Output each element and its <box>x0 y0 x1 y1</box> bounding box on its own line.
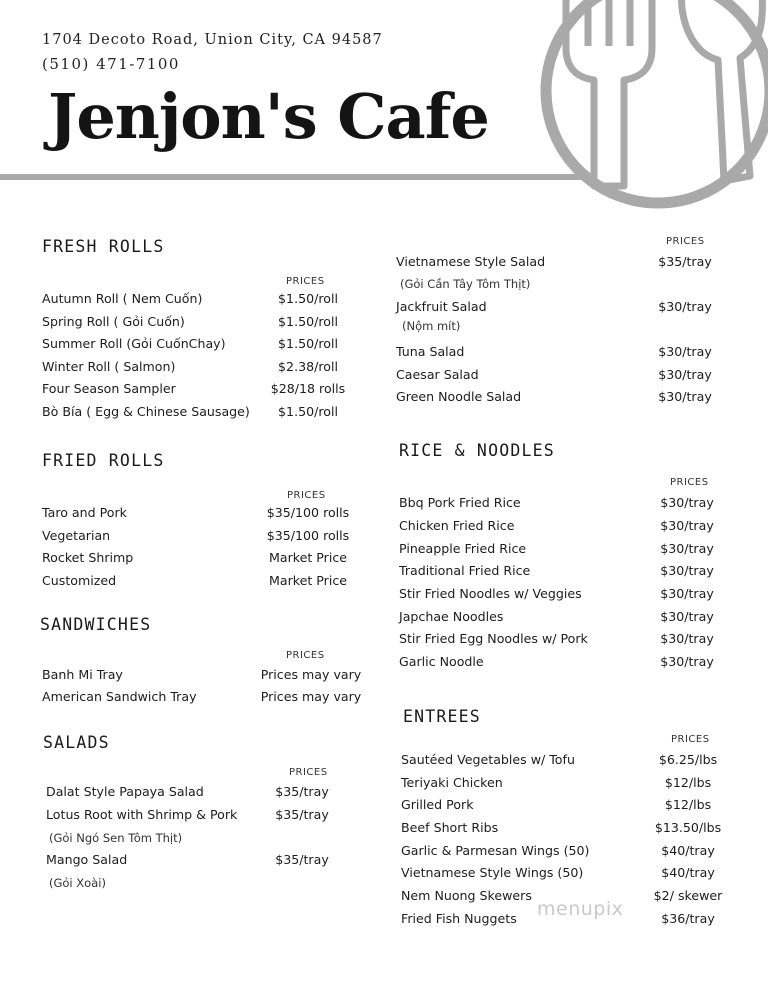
menu-item-name: Beef Short Ribs <box>401 820 499 835</box>
section-title-rice-noodles: RICE & NOODLES <box>399 441 555 460</box>
menu-item-price: $30/tray <box>660 563 714 578</box>
menu-item-price: $36/tray <box>661 911 715 926</box>
menu-item-name: Spring Roll ( Gỏi Cuốn) <box>42 314 185 329</box>
menu-item-subtitle: (Nộm mít) <box>402 319 461 333</box>
menu-item-name: Four Season Sampler <box>42 381 176 396</box>
menu-item-name: Vietnamese Style Salad <box>396 254 546 269</box>
header-divider <box>0 174 600 180</box>
menu-item-price: $30/tray <box>660 609 714 624</box>
prices-label: PRICES <box>670 477 709 488</box>
menu-item-price: $30/tray <box>658 299 712 314</box>
prices-label: PRICES <box>666 236 705 247</box>
menu-item-price: $1.50/roll <box>278 314 338 329</box>
menu-item-name: Nem Nuong Skewers <box>401 888 532 903</box>
menu-item-name: Green Noodle Salad <box>396 389 522 404</box>
menu-item-price: $2/ skewer <box>653 888 723 903</box>
prices-label: PRICES <box>289 767 328 778</box>
menu-item-name: Taro and Pork <box>42 505 127 520</box>
menu-item-price: $40/tray <box>661 843 715 858</box>
menu-item-name: Bbq Pork Fried Rice <box>399 495 521 510</box>
menu-item-price: $30/tray <box>660 518 714 533</box>
menu-item-name: Vegetarian <box>42 528 111 543</box>
page-title: Jenjon's Cafe <box>48 80 489 153</box>
prices-label: PRICES <box>287 490 326 501</box>
section-title-salads: SALADS <box>43 733 110 752</box>
menu-item-name: Customized <box>42 573 117 588</box>
menu-item-price: $35/tray <box>275 784 329 799</box>
prices-label: PRICES <box>286 650 325 661</box>
menu-item-price: $35/tray <box>275 807 329 822</box>
menu-item-name: Garlic Noodle <box>399 654 484 669</box>
menu-item-name: Chicken Fried Rice <box>399 518 515 533</box>
menu-item-name: Rocket Shrimp <box>42 550 134 565</box>
menu-item-name: Autumn Roll ( Nem Cuốn) <box>42 291 203 306</box>
menu-item-price: $30/tray <box>660 654 714 669</box>
menu-item-price: $12/lbs <box>664 775 712 790</box>
menu-item-name: Grilled Pork <box>401 797 474 812</box>
menu-item-price: $28/18 rolls <box>270 381 346 396</box>
menu-item-price: $1.50/roll <box>278 336 338 351</box>
menu-item-price: $2.38/roll <box>278 359 338 374</box>
menu-item-name: Mango Salad <box>46 852 128 867</box>
menu-item-price: $1.50/roll <box>278 404 338 419</box>
section-title-fried-rolls: FRIED ROLLS <box>42 451 165 470</box>
menu-item-name: Jackfruit Salad <box>396 299 487 314</box>
menu-item-price: $30/tray <box>658 389 712 404</box>
menu-item-price: $35/tray <box>275 852 329 867</box>
menu-item-name: American Sandwich Tray <box>42 689 197 704</box>
menu-item-name: Banh Mi Tray <box>42 667 123 682</box>
menu-item-name: Garlic & Parmesan Wings (50) <box>401 843 590 858</box>
menu-item-price: $13.50/lbs <box>654 820 722 835</box>
menu-item-price: $30/tray <box>660 495 714 510</box>
section-title-fresh-rolls: FRESH ROLLS <box>42 237 165 256</box>
menu-item-price: $30/tray <box>660 631 714 646</box>
prices-label: PRICES <box>286 276 325 287</box>
menu-item-name: Traditional Fried Rice <box>399 563 531 578</box>
menu-item-name: Tuna Salad <box>396 344 465 359</box>
menu-item-price: $30/tray <box>660 586 714 601</box>
phone-number[interactable]: (510) 471-7100 <box>42 55 180 73</box>
menu-item-name: Pineapple Fried Rice <box>399 541 527 556</box>
menu-item-name: Dalat Style Papaya Salad <box>46 784 204 799</box>
menu-item-price: $6.25/lbs <box>658 752 718 767</box>
menu-item-price: $35/tray <box>658 254 712 269</box>
menu-item-subtitle: (Gỏi Cần Tây Tôm Thịt) <box>400 277 531 291</box>
menu-item-name: Winter Roll ( Salmon) <box>42 359 176 374</box>
section-title-entrees: ENTREES <box>403 707 481 726</box>
menu-item-name: Vietnamese Style Wings (50) <box>401 865 584 880</box>
menu-item-price: $1.50/roll <box>278 291 338 306</box>
menu-item-price: $30/tray <box>658 344 712 359</box>
menu-item-price: $30/tray <box>660 541 714 556</box>
fork-spoon-icon <box>528 0 768 216</box>
menu-item-name: Stir Fried Noodles w/ Veggies <box>399 586 582 601</box>
menu-item-price: $35/100 rolls <box>266 528 350 543</box>
menu-item-name: Sautéed Vegetables w/ Tofu <box>401 752 575 767</box>
menu-item-name: Stir Fried Egg Noodles w/ Pork <box>399 631 588 646</box>
address: 1704 Decoto Road, Union City, CA 94587 <box>42 32 383 48</box>
section-title-sandwiches: SANDWICHES <box>40 615 152 634</box>
menu-item-name: Fried Fish Nuggets <box>401 911 517 926</box>
menu-item-price: $30/tray <box>658 367 712 382</box>
menu-item-name: Summer Roll (Gỏi CuốnChay) <box>42 336 226 351</box>
menu-item-name: Lotus Root with Shrimp & Pork <box>46 807 238 822</box>
menu-item-price: $35/100 rolls <box>266 505 350 520</box>
menu-item-subtitle: (Gỏi Xoài) <box>49 876 106 890</box>
menu-item-name: Teriyaki Chicken <box>401 775 503 790</box>
menu-item-price: Prices may vary <box>260 689 362 704</box>
menu-item-price: $40/tray <box>661 865 715 880</box>
menu-item-price: $12/lbs <box>664 797 712 812</box>
menu-item-subtitle: (Gỏi Ngó Sen Tôm Thịt) <box>49 831 183 845</box>
menu-item-price: Market Price <box>268 573 348 588</box>
menu-item-name: Caesar Salad <box>396 367 479 382</box>
watermark: menupix <box>537 898 624 920</box>
menu-item-price: Prices may vary <box>260 667 362 682</box>
menu-item-name: Japchae Noodles <box>399 609 504 624</box>
prices-label: PRICES <box>671 734 710 745</box>
menu-item-price: Market Price <box>268 550 348 565</box>
menu-item-name: Bò Bía ( Egg & Chinese Sausage) <box>42 404 250 419</box>
